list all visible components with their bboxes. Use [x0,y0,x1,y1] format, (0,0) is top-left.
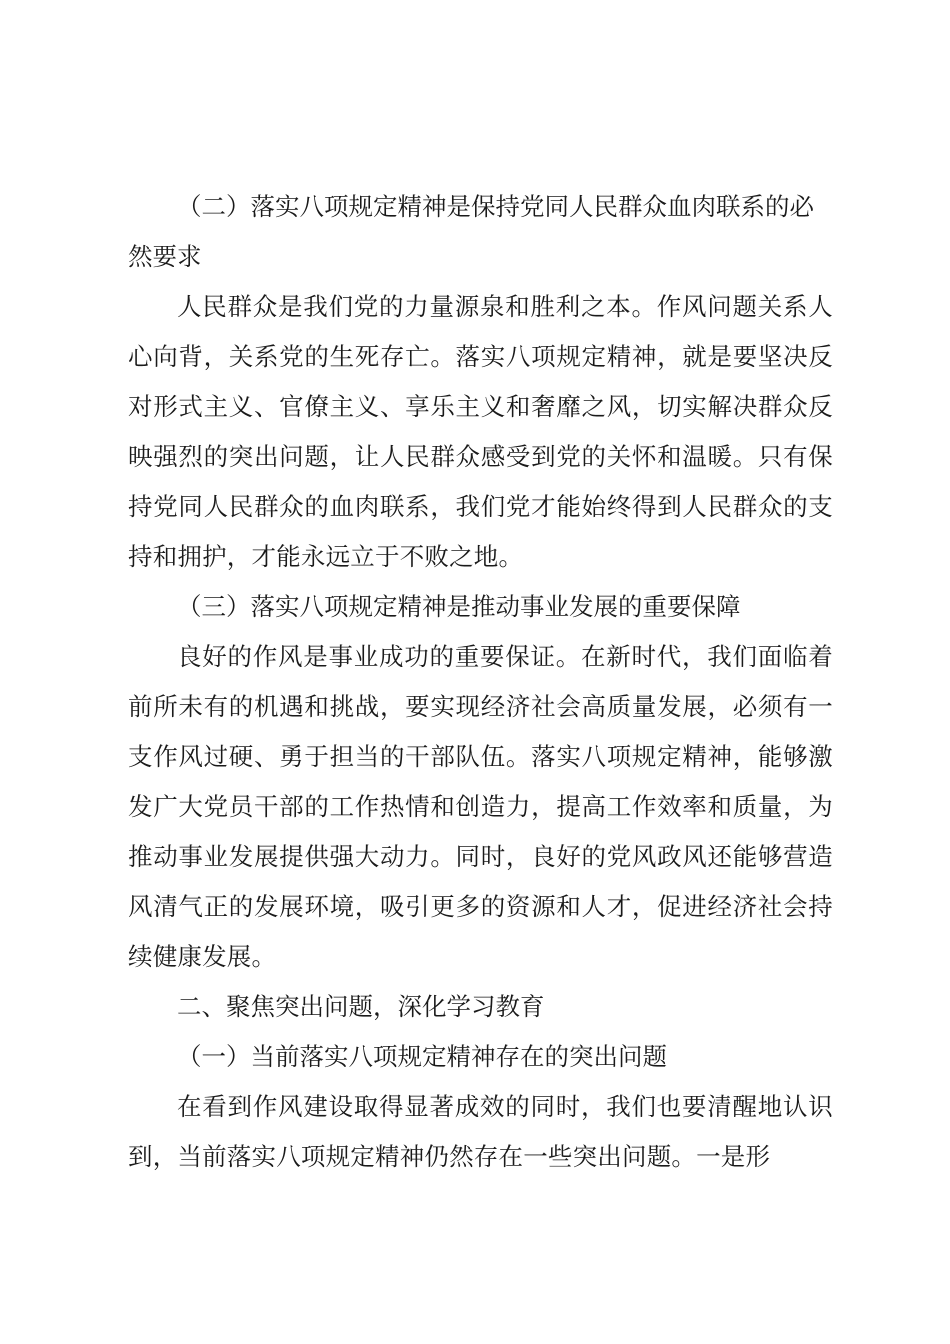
subheading-2-1: （一）当前落实八项规定精神存在的突出问题 [177,1042,667,1071]
paragraph-people-foundation: 人民群众是我们党的力量源泉和胜利之本。作风问题关系人心向背，关系党的生死存亡。落实八项规定精神，就是要坚决反对形式主义、官僚主义、享乐主义和奢靡之风，切实解决群众反映强烈的突出问题，让人民群众感受到党的关怀和温暖。只有保持党同人民群众的血肉联系，我们党才能始终得到人民群众的支持和拥护，才能永远立于不败之地。 [128,292,833,571]
subheading-2: （二）落实八项规定精神是保持党同人民群众血肉联系的必然要求 [128,192,814,271]
subheading-3: （三）落实八项规定精神是推动事业发展的重要保障 [177,592,741,621]
section-heading-2: 二、聚焦突出问题，深化学习教育 [177,992,545,1021]
document-body [128,182,833,1182]
paragraph-current-problems: 在看到作风建设取得显著成效的同时，我们也要清醒地认识到，当前落实八项规定精神仍然存在一些突出问题。一是形 [128,1092,833,1171]
paragraph-good-style: 良好的作风是事业成功的重要保证。在新时代，我们面临着前所未有的机遇和挑战，要实现经济社会高质量发展，必须有一支作风过硬、勇于担当的干部队伍。落实八项规定精神，能够激发广大党员干部的工作热情和创造力，提高工作效率和质量，为推动事业发展提供强大动力。同时，良好的党风政风还能够营造风清气正的发展环境，吸引更多的资源和人才，促进经济社会持续健康发展。 [128,642,833,971]
